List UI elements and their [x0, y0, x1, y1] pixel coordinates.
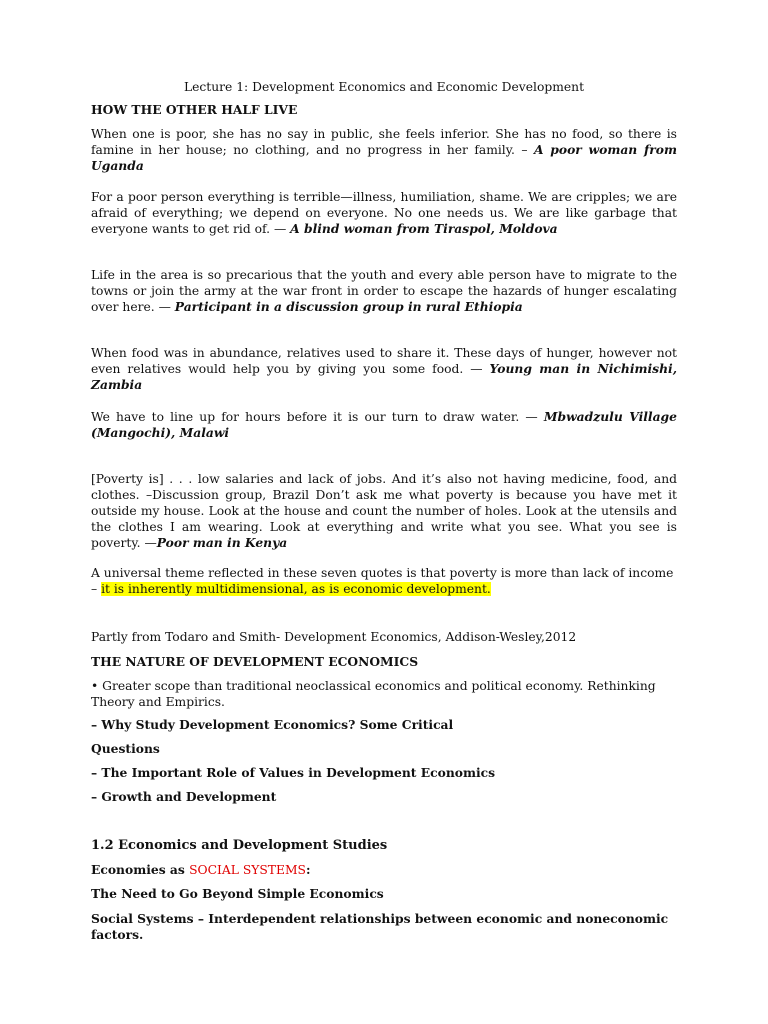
item-growth: – Growth and Development: [91, 789, 277, 804]
quote-attribution: Participant in a discussion group in rural Ethiopia: [174, 299, 523, 314]
quote-text: Life in the area is so precarious that the youth and every able person have to migrate to the towns or join the army at the war front in order to escape the hazards of hunger escalating over here. —: [91, 268, 677, 314]
item-why-study: – Why Study Development Economics? Some Critical: [91, 717, 454, 732]
quote-attribution: Mbwadzulu Village (Mangochi), Malawi: [91, 409, 677, 440]
item-questions: Questions: [91, 741, 160, 756]
quote-text: [Poverty is] . . . low salaries and lack of jobs. And it’s also not having medicine, food, and clothes. –Discussion group, Brazil Don’t ask me what poverty is because you have met it outside my house. Look at the house and count the number of holes. Look at the utensils and the clothes I am wearing. Look at everything and write what you see. What you see is poverty. —: [91, 472, 677, 550]
quote-uganda: [91, 126, 677, 174]
item-role-of-values: – The Important Role of Values in Development Economics: [91, 765, 496, 780]
economies-line: [91, 862, 677, 878]
quote-moldova: [91, 189, 677, 237]
quote-attribution: Poor man in Kenya: [156, 535, 288, 550]
social-systems-definition: Social Systems – Interdependent relationships between economic and noneconomic factors.: [91, 911, 669, 942]
quote-attribution: A blind woman from Tiraspol, Moldova: [290, 221, 558, 236]
social-systems-red: SOCIAL SYSTEMS: [189, 863, 306, 877]
quote-ethiopia: [91, 267, 677, 315]
quote-kenya: [91, 471, 677, 551]
quote-text: When food was in abundance, relatives used to share it. These days of hunger, however not even relatives would help you by giving you some food. —: [91, 346, 677, 376]
quote-text: We have to line up for hours before it is our turn to draw water. —: [91, 410, 544, 424]
section-heading-nature: THE NATURE OF DEVELOPMENT ECONOMICS: [91, 654, 419, 669]
source-note: Partly from Todaro and Smith- Development Economics, Addison-Wesley,2012: [91, 630, 577, 644]
quote-zambia: [91, 345, 677, 393]
quote-attribution: A poor woman from Uganda: [91, 142, 678, 173]
bullet-scope: • Greater scope than traditional neoclassical economics and political economy. Rethinking Theory and Empirics.: [91, 679, 656, 709]
theme-text: A universal theme reflected in these seven quotes is that poverty is more than lack of income –: [91, 566, 674, 596]
quote-text: When one is poor, she has no say in public, she feels inferior. She has no food, so there is famine in her house; no clothing, and no progress in her family. –: [91, 127, 677, 157]
lecture-title: Lecture 1: Development Economics and Economic Development: [183, 80, 585, 94]
economies-prefix: Economies as: [91, 862, 190, 877]
universal-theme: [91, 565, 677, 597]
section-heading-other-half: HOW THE OTHER HALF LIVE: [91, 102, 298, 117]
theme-highlight: it is inherently multidimensional, as is economic development.: [101, 582, 491, 596]
section-heading-1-2: 1.2 Economics and Development Studies: [91, 838, 388, 853]
quote-malawi: [91, 409, 677, 441]
need-beyond-line: The Need to Go Beyond Simple Economics: [91, 886, 384, 901]
economies-suffix: :: [305, 862, 311, 877]
quote-attribution: Young man in Nichimishi, Zambia: [91, 361, 677, 392]
quote-text: For a poor person everything is terrible—illness, humiliation, shame. We are cripples; we are afraid of everything; we depend on everyone. No one needs us. We are like garbage that everyone wants to get rid of. —: [91, 190, 677, 236]
